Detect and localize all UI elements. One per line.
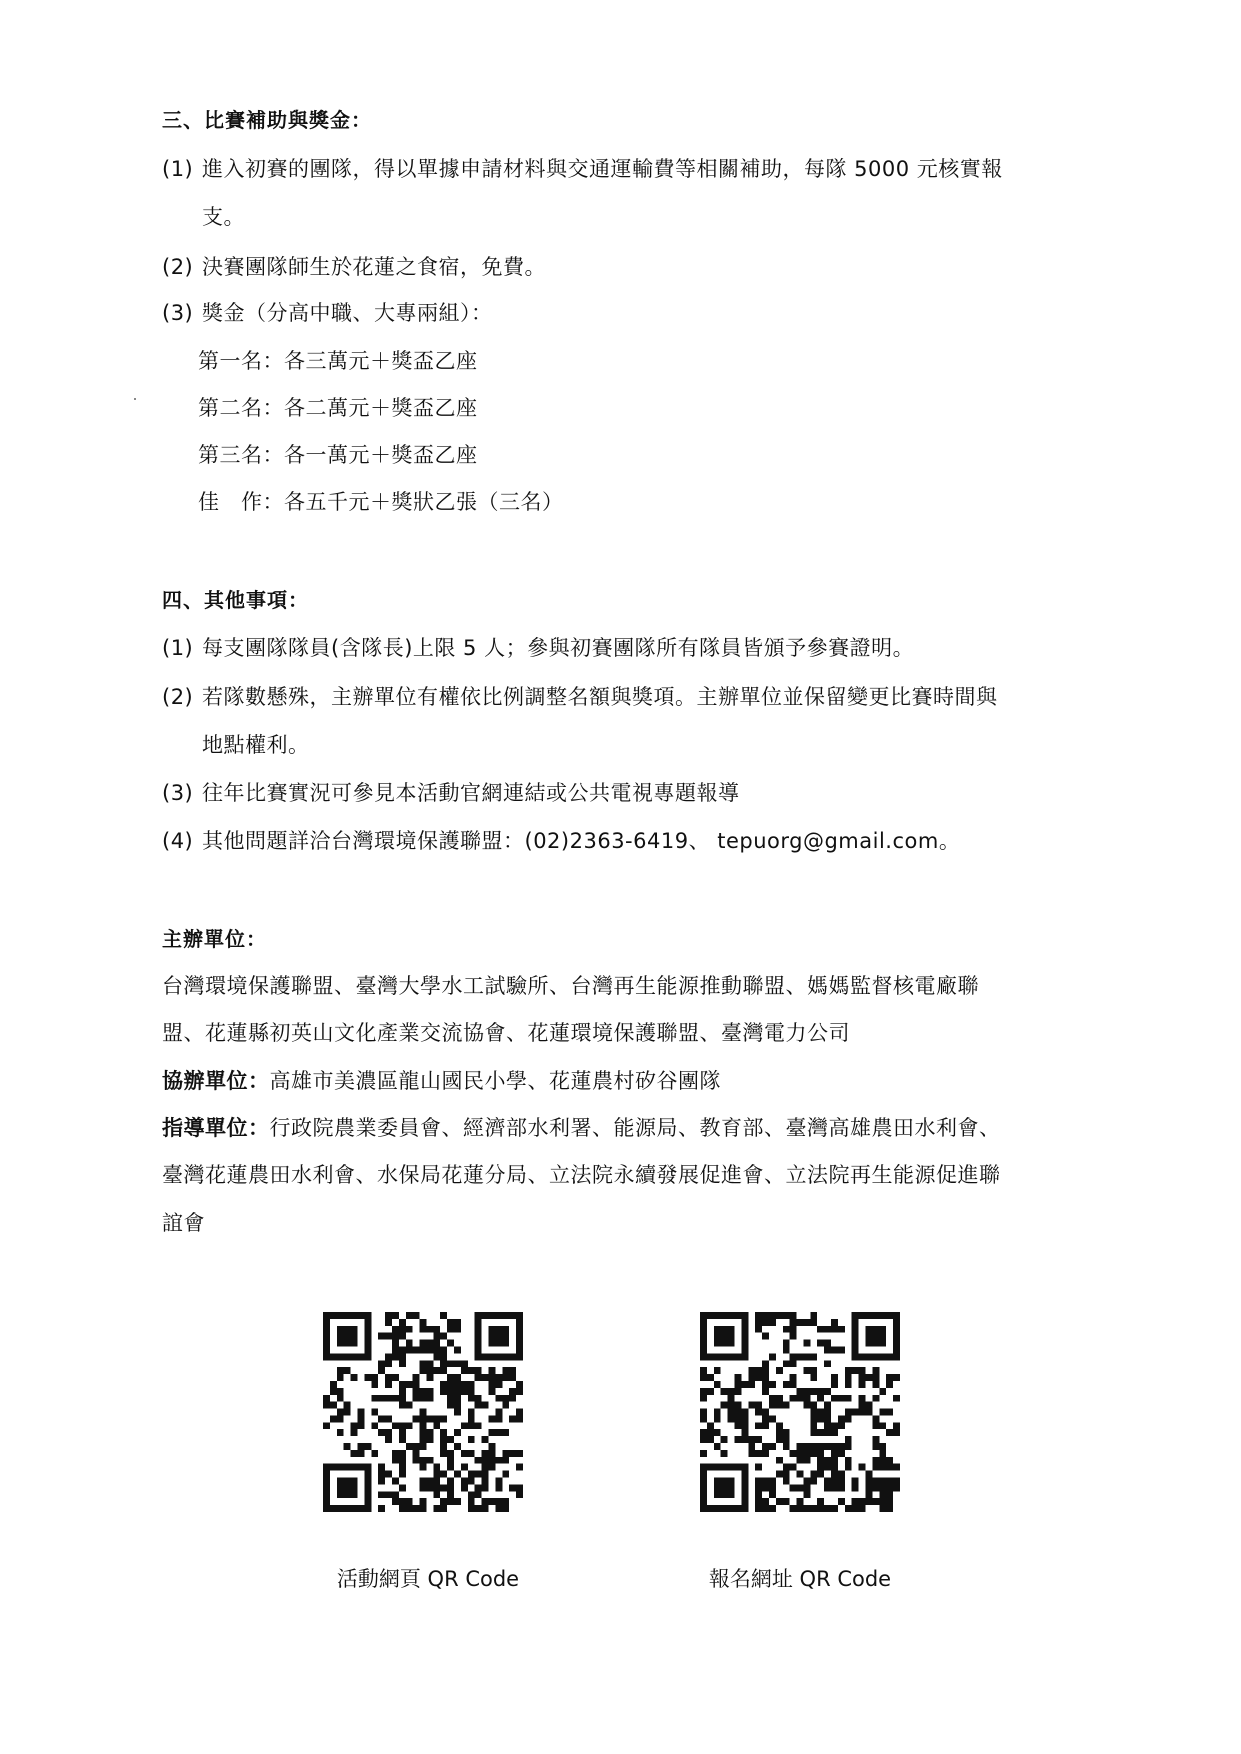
section-4-item-3 bbox=[162, 777, 740, 807]
qr-code-icon bbox=[323, 1312, 523, 1512]
item-number: (3) bbox=[162, 781, 194, 805]
prize-first: 第一名：各三萬元＋獎盃乙座 bbox=[198, 349, 478, 373]
section-4-heading: 四、其他事項： bbox=[162, 588, 309, 612]
co-organizer-label: 協辦單位： bbox=[162, 1069, 270, 1093]
qr-caption-registration: 報名網址 QR Code bbox=[708, 1567, 892, 1591]
guidance-line-3: 誼會 bbox=[162, 1211, 205, 1235]
host-label: 主辦單位： bbox=[162, 927, 267, 951]
prize-second: 第二名：各二萬元＋獎盃乙座 bbox=[198, 396, 478, 420]
host-line-2: 盟、花蓮縣初英山文化產業交流協會、花蓮環境保護聯盟、臺灣電力公司 bbox=[162, 1021, 850, 1045]
host-line-1: 台灣環境保護聯盟、臺灣大學水工試驗所、台灣再生能源推動聯盟、媽媽監督核電廠聯 bbox=[162, 974, 979, 998]
section-4-item-1 bbox=[162, 632, 914, 662]
scan-speck bbox=[134, 398, 136, 400]
guidance-line-1 bbox=[162, 1112, 1001, 1142]
section-4-item-2-cont: 地點權利。 bbox=[202, 733, 310, 757]
item-number: (4) bbox=[162, 829, 194, 853]
prize-honorable: 佳 作：各五千元＋獎狀乙張（三名） bbox=[198, 490, 564, 514]
prize-third: 第三名：各一萬元＋獎盃乙座 bbox=[198, 443, 478, 467]
item-number: (3) bbox=[162, 301, 194, 325]
guidance-line-2: 臺灣花蓮農田水利會、水保局花蓮分局、立法院永續發展促進會、立法院再生能源促進聯 bbox=[162, 1163, 1001, 1187]
item-number: (2) bbox=[162, 685, 194, 709]
guidance-text-1: 行政院農業委員會、經濟部水利署、能源局、教育部、臺灣高雄農田水利會、 bbox=[269, 1116, 1001, 1140]
item-text: 往年比賽實況可參見本活動官網連結或公共電視專題報導 bbox=[202, 781, 740, 805]
item-text: 每支團隊隊員(含隊長)上限 5 人；參與初賽團隊所有隊員皆頒予參賽證明。 bbox=[202, 636, 915, 660]
item-text: 若隊數懸殊，主辦單位有權依比例調整名額與獎項。主辦單位並保留變更比賽時間與 bbox=[202, 685, 998, 709]
section-3-heading: 三、比賽補助與獎金： bbox=[162, 108, 372, 132]
section-3-item-1-cont: 支。 bbox=[202, 205, 245, 229]
item-text: 獎金（分高中職、大專兩組）： bbox=[202, 301, 493, 325]
co-organizer-text: 高雄市美濃區龍山國民小學、花蓮農村矽谷團隊 bbox=[269, 1069, 721, 1093]
section-4-item-2 bbox=[162, 681, 998, 711]
section-3-item-1 bbox=[162, 153, 1003, 183]
co-organizer-line bbox=[162, 1065, 721, 1095]
item-number: (1) bbox=[162, 636, 194, 660]
qr-caption-event-page: 活動網頁 QR Code bbox=[336, 1567, 520, 1591]
item-text: 進入初賽的團隊，得以單據申請材料與交通運輸費等相關補助，每隊 5000 元核實報 bbox=[202, 157, 1003, 181]
item-text: 決賽團隊師生於花蓮之食宿，免費。 bbox=[202, 255, 546, 279]
item-number: (1) bbox=[162, 157, 194, 181]
section-3-item-2 bbox=[162, 251, 546, 281]
section-3-item-3 bbox=[162, 297, 493, 327]
section-4-item-4 bbox=[162, 825, 960, 855]
item-number: (2) bbox=[162, 255, 194, 279]
guidance-label: 指導單位： bbox=[162, 1116, 270, 1140]
item-text: 其他問題詳洽台灣環境保護聯盟：(02)2363-6419、 tepuorg@gmail.com。 bbox=[202, 829, 961, 853]
qr-code-icon bbox=[700, 1312, 900, 1512]
